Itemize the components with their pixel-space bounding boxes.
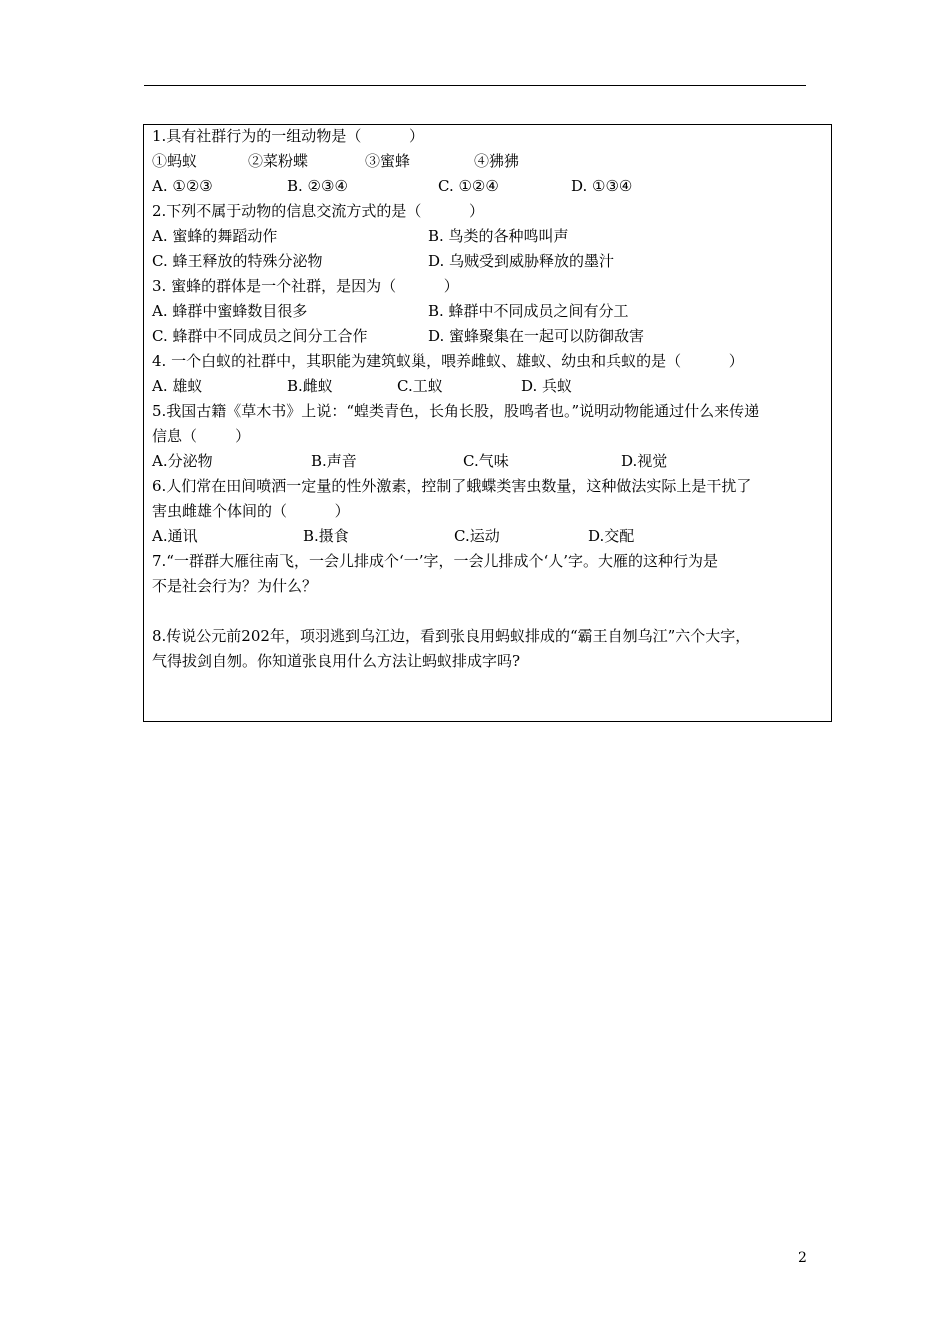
q8-line-1: 8.传说公元前202年，项羽逃到乌江边，看到张良用蚂蚁排成的“霸王自刎乌江”六个大字， <box>152 627 751 645</box>
q6-option-a: A.通讯 <box>152 527 198 545</box>
q5-stem-line-2: 信息（ ） <box>152 427 251 445</box>
q5-option-d: D.视觉 <box>621 452 668 470</box>
q3-option-d: D. 蜜蜂聚集在一起可以防御敌害 <box>428 327 645 345</box>
q4-stem: 4. 一个白蚁的社群中，其职能为建筑蚁巢，喂养雌蚁、雄蚁、幼虫和兵蚁的是（ ） <box>152 352 744 370</box>
q6-option-c: C.运动 <box>454 527 500 545</box>
q1-option-a: A. ①②③ <box>152 177 213 195</box>
q2-option-a: A. 蜜蜂的舞蹈动作 <box>152 227 278 245</box>
q6-option-d: D.交配 <box>588 527 635 545</box>
q4-option-b: B.雌蚁 <box>287 377 333 395</box>
q1-item-4: ④狒狒 <box>474 152 520 170</box>
q5-option-a: A.分泌物 <box>152 452 213 470</box>
q5-option-b: B.声音 <box>311 452 357 470</box>
page-number: 2 <box>798 1250 807 1266</box>
q3-option-a: A. 蜂群中蜜蜂数目很多 <box>152 302 308 320</box>
q6-option-b: B.摄食 <box>303 527 349 545</box>
q3-option-c: C. 蜂群中不同成员之间分工合作 <box>152 327 368 345</box>
q2-stem: 2.下列不属于动物的信息交流方式的是（ ） <box>152 202 484 220</box>
q1-item-3: ③蜜蜂 <box>365 152 411 170</box>
q1-item-1: ①蚂蚁 <box>152 152 198 170</box>
q4-option-a: A. 雄蚁 <box>152 377 203 395</box>
q4-option-d: D. 兵蚁 <box>521 377 573 395</box>
q7-line-2: 不是社会行为？为什么？ <box>152 577 318 595</box>
q1-option-b: B. ②③④ <box>287 177 348 195</box>
q5-stem-line-1: 5.我国古籍《草木书》上说：“蝗类青色，长角长股，股鸣者也。”说明动物能通过什么来传递 <box>152 402 760 420</box>
q2-option-b: B. 鸟类的各种鸣叫声 <box>428 227 569 245</box>
q1-option-c: C. ①②④ <box>438 177 499 195</box>
header-rule <box>144 85 806 86</box>
q8-line-2: 气得拔剑自刎。你知道张良用什么方法让蚂蚁排成字吗? <box>152 652 521 670</box>
q6-stem-line-1: 6.人们常在田间喷洒一定量的性外激素，控制了蛾蝶类害虫数量，这种做法实际上是干扰了 <box>152 477 752 495</box>
q1-item-2: ②菜粉蝶 <box>248 152 309 170</box>
q3-option-b: B. 蜂群中不同成员之间有分工 <box>428 302 629 320</box>
q6-stem-line-2: 害虫雌雄个体间的（ ） <box>152 502 350 520</box>
q5-option-c: C.气味 <box>463 452 509 470</box>
q1-stem: 1.具有社群行为的一组动物是（ ） <box>152 127 424 145</box>
q2-option-c: C. 蜂王释放的特殊分泌物 <box>152 252 323 270</box>
q2-option-d: D. 乌贼受到威胁释放的墨汁 <box>428 252 615 270</box>
q4-option-c: C.工蚁 <box>397 377 443 395</box>
q1-option-d: D. ①③④ <box>571 177 633 195</box>
q7-line-1: 7.“一群群大雁往南飞，一会儿排成个‘一’字，一会儿排成个‘人’字。大雁的这种行为是 <box>152 552 719 570</box>
q3-stem: 3. 蜜蜂的群体是一个社群，是因为（ ） <box>152 277 459 295</box>
